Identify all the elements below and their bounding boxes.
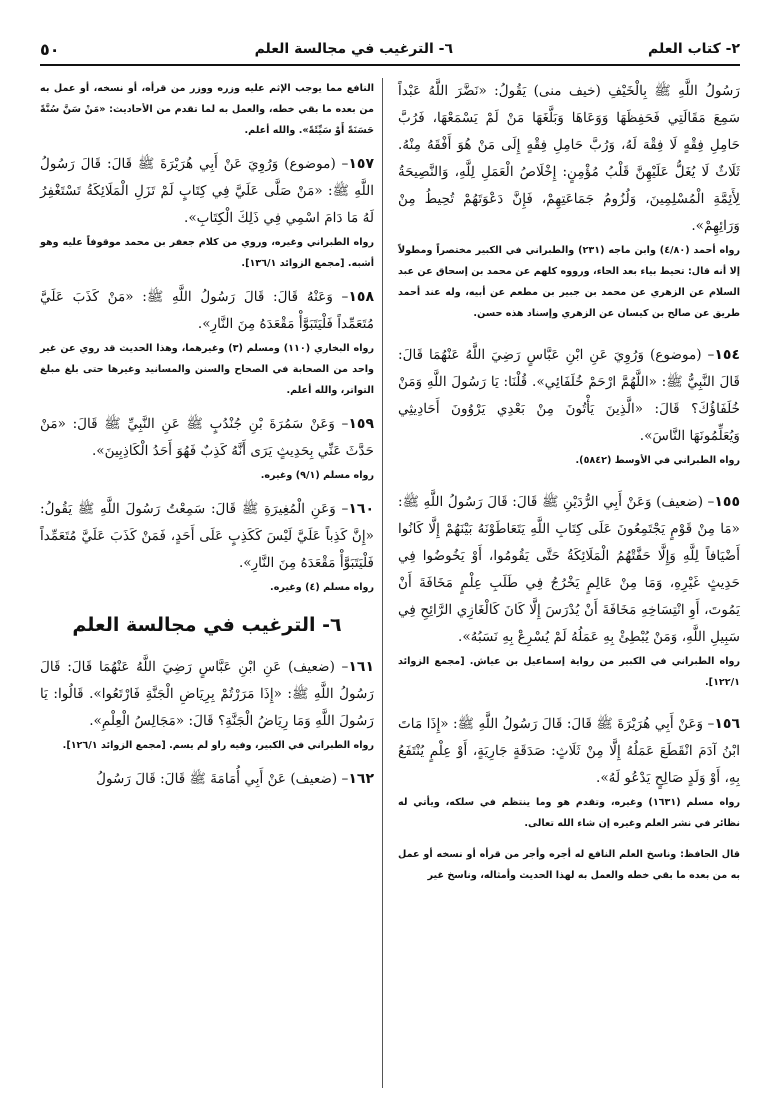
- commentary: النافع مما يوجب الإثم عليه وزره ووزر من قرأه، أو نسخه، أو عمل به من بعده ما بقي خطه، والعمل به لما تقدم من الأحاديث: «مَنْ سَنَّ سُنَّةً حَسَنَةً أَوْ سَيِّئَةً». والله أعلم.: [40, 83, 374, 136]
- hadith-citation: رواه مسلم (٩/١) وغيره.: [260, 470, 374, 481]
- hadith-159: ١٥٩– وَعَنْ سَمُرَةَ بْنِ جُنْدُبٍ ﷺ عَنِ النَّبِيِّ ﷺ قَالَ: «مَنْ حَدَّثَ عَنِّي بِحَدِيثٍ يَرَى أَنَّهُ كَذِبٌ فَهُوَ أَحَدُ الْكَاذِبِينَ».: [40, 416, 374, 459]
- hadith-citation: رواه مسلم (١٦٣١) وغيره، وتقدم هو وما ينتظم في سلكه، ويأتي له نظائر في نشر العلم وغيره إن شاء الله تعالى.: [398, 797, 740, 829]
- right-column: [398, 78, 740, 886]
- hadith-161: ١٦١– (ضعيف) عَنِ ابْنِ عَبَّاسٍ رَضِيَ اللَّهُ عَنْهُمَا قَالَ: قَالَ رَسُولُ اللَّهِ ﷺ: «إِذَا مَرَرْتُمْ بِرِيَاضِ الْجَنَّةِ فَارْتَعُوا». قَالُوا: يَا رَسُولَ اللَّهِ وَمَا رِيَاضُ الْجَنَّةِ؟ قَالَ: «مَجَالِسُ الْعِلْمِ».: [40, 659, 374, 729]
- column-divider: [382, 78, 383, 1088]
- section-heading: ٦- الترغيب في مجالسة العلم: [72, 614, 342, 636]
- hadith-citation: رواه الطبراني في الكبير من رواية إسماعيل بن عياش. [مجمع الزوائد ١٢٢/١].: [398, 656, 740, 688]
- hadith-citation: رواه الطبراني في الأوسط (٥٨٤٢).: [575, 455, 740, 466]
- hadith-160: ١٦٠– وَعَنِ الْمُغِيرَةِ ﷺ قَالَ: سَمِعْتُ رَسُولَ اللَّهِ ﷺ يَقُولُ: «إِنَّ كَذِباً عَلَيَّ لَيْسَ كَكَذِبٍ عَلَى أَحَدٍ، فَمَنْ كَذَبَ عَلَيَّ مُتَعَمِّداً فَلْيَتَبَوَّأْ مَقْعَدَهُ مِنَ النَّارِ».: [40, 501, 374, 571]
- chapter-title: ٢- كتاب العلم: [648, 41, 740, 57]
- hadith-number: ١٥٤: [714, 347, 740, 363]
- page-number: ٥٠: [40, 39, 60, 59]
- hadith-number: ١٦١: [348, 659, 374, 675]
- commentary: قال الحافظ: وناسخ العلم النافع له أجره وأجر من قرأه أو نسخه أو عمل به من بعده ما بقي خطه والعمل به لهذا الحديث وأمثاله، وناسخ غير: [398, 849, 740, 881]
- hadith-162: ١٦٢– (ضعيف) عَنْ أَبِي أُمَامَةَ ﷺ قَالَ: قَالَ رَسُولُ: [96, 771, 374, 787]
- hadith-number: ١٥٩: [348, 416, 374, 432]
- hadith-number: ١٥٦: [714, 716, 740, 732]
- hadith-158: ١٥٨– وَعَنْهُ قَالَ: قَالَ رَسُولُ اللَّهِ ﷺ: «مَنْ كَذَبَ عَلَيَّ مُتَعَمِّداً فَلْيَتَبَوَّأْ مَقْعَدَهُ مِنَ النَّارِ».: [40, 289, 374, 332]
- hadith-citation: رواه الطبراني في الكبير، وفيه راو لم يسم. [مجمع الزوائد ١٢٦/١].: [62, 740, 374, 751]
- hadith-154: ١٥٤– (موضوع) وَرُوِيَ عَنِ ابْنِ عَبَّاسٍ رَضِيَ اللَّهُ عَنْهُمَا قَالَ: قَالَ النَّبِيُّ ﷺ: «اللَّهُمَّ ارْحَمْ خُلَفَائِي». قُلْنَا: يَا رَسُولَ اللَّهِ وَمَنْ خُلَفَاؤُكَ؟ قَالَ: «الَّذِينَ يَأْتُونَ مِنْ بَعْدِي يَرْوُونَ أَحَادِيثِي وَيُعَلِّمُونَهَا النَّاسَ».: [398, 347, 740, 444]
- hadith-text: رَسُولُ اللَّهِ ﷺ بِالْخَيْفِ (خيف منى) يَقُولُ: «نَضَّرَ اللَّهُ عَبْداً سَمِعَ مَقَالَتِي فَحَفِظَهَا وَوَعَاهَا وَبَلَّغَهَا مَنْ لَمْ يَسْمَعْهَا، فَرُبَّ حَامِلِ فِقْهٍ لَا فِقْهَ لَهُ، وَرُبَّ حَامِلِ فِقْهٍ إِلَى مَنْ هُوَ أَفْقَهُ مِنْهُ. ثَلَاثٌ لَا يُغَلُّ عَلَيْهِنَّ قَلْبُ مُؤْمِنٍ: إِخْلَاصُ الْعَمَلِ لِلَّهِ، وَالنَّصِيحَةُ لِأَئِمَّةِ الْمُسْلِمِينَ، وَلُزُومُ جَمَاعَتِهِمْ، فَإِنَّ دَعْوَتَهُمْ تُحِيطُ مِنْ وَرَائِهِمْ».: [398, 83, 740, 234]
- section-running-title: ٦- الترغيب في مجالسة العلم: [254, 41, 453, 57]
- hadith-number: ١٦٠: [348, 501, 374, 517]
- hadith-number: ١٦٢: [348, 771, 374, 787]
- page-header: [40, 34, 740, 66]
- hadith-citation: رواه الطبراني وغيره، وروي من كلام جعفر بن محمد موقوفاً عليه وهو أشبه. [مجمع الزوائد ١٣٦/١].: [40, 237, 374, 269]
- hadith-157: ١٥٧– (موضوع) وَرُوِيَ عَنْ أَبِي هُرَيْرَةَ ﷺ قَالَ: قَالَ رَسُولُ اللَّهِ ﷺ: «مَنْ صَلَّى عَلَيَّ فِي كِتَابٍ لَمْ تَزَلِ الْمَلَائِكَةُ تَسْتَغْفِرُ لَهُ مَا دَامَ اسْمِي فِي ذَلِكَ الْكِتَابِ».: [40, 156, 374, 226]
- hadith-citation: رواه أحمد (٤/٨٠) وابن ماجه (٢٣١) والطبراني في الكبير مختصراً ومطولاً إلا أنه قال: تحيط بياء بعد الحاء، ورووه كلهم عن محمد بن إسحاق عن عبد السلام عن الزهري عن محمد بن جبير بن مطعم عن أبيه، وله عند أحمد طريق عن صالح بن كيسان عن الزهري وإسناد هذه حسن.: [398, 245, 740, 319]
- hadith-number: ١٥٥: [714, 494, 740, 510]
- hadith-155: ١٥٥– (ضعيف) وَعَنْ أَبِي الرُّدَيْنِ ﷺ قَالَ: قَالَ رَسُولُ اللَّهِ ﷺ: «مَا مِنْ قَوْمٍ يَجْتَمِعُونَ عَلَى كِتَابِ اللَّهِ يَتَعَاطَوْنَهُ بَيْنَهُمْ إِلَّا كَانُوا أَضْيَافاً لِلَّهِ وَإِلَّا حَفَّتْهُمُ الْمَلَائِكَةُ حَتَّى يَقُومُوا، أَوْ يَخُوضُوا فِي حَدِيثٍ غَيْرِهِ، وَمَا مِنْ عَالِمٍ يَخْرُجُ فِي طَلَبِ عِلْمٍ مَخَافَةَ أَنْ يَمُوتَ، أَوِ انْتِسَاخِهِ مَخَافَةَ أَنْ يُدْرَسَ إِلَّا كَانَ كَالْغَازِي الرَّائِحِ فِي سَبِيلِ اللَّهِ، وَمَنْ يُبْطِئْ بِهِ عَمَلُهُ لَمْ يُسْرِعْ بِهِ نَسَبُهُ».: [398, 494, 740, 645]
- hadith-number: ١٥٧: [348, 156, 374, 172]
- left-column: [40, 78, 374, 793]
- hadith-citation: رواه مسلم (٤) وغيره.: [270, 582, 374, 593]
- hadith-citation: رواه البخاري (١١٠) ومسلم (٣) وغيرهما، وهذا الحديث قد روي عن غير واحد من الصحابة في الصحاح والسنن والمسانيد وغيرها حتى بلغ مبلغ التواتر، والله أعلم.: [40, 343, 374, 396]
- hadith-number: ١٥٨: [348, 289, 374, 305]
- hadith-156: ١٥٦– وَعَنْ أَبِي هُرَيْرَةَ ﷺ قَالَ: قَالَ رَسُولُ اللَّهِ ﷺ: «إِذَا مَاتَ ابْنُ آدَمَ انْقَطَعَ عَمَلُهُ إِلَّا مِنْ ثَلَاثٍ: صَدَقَةٍ جَارِيَةٍ، أَوْ عِلْمٍ يُنْتَفَعُ بِهِ، أَوْ وَلَدٍ صَالِحٍ يَدْعُو لَهُ».: [398, 716, 740, 786]
